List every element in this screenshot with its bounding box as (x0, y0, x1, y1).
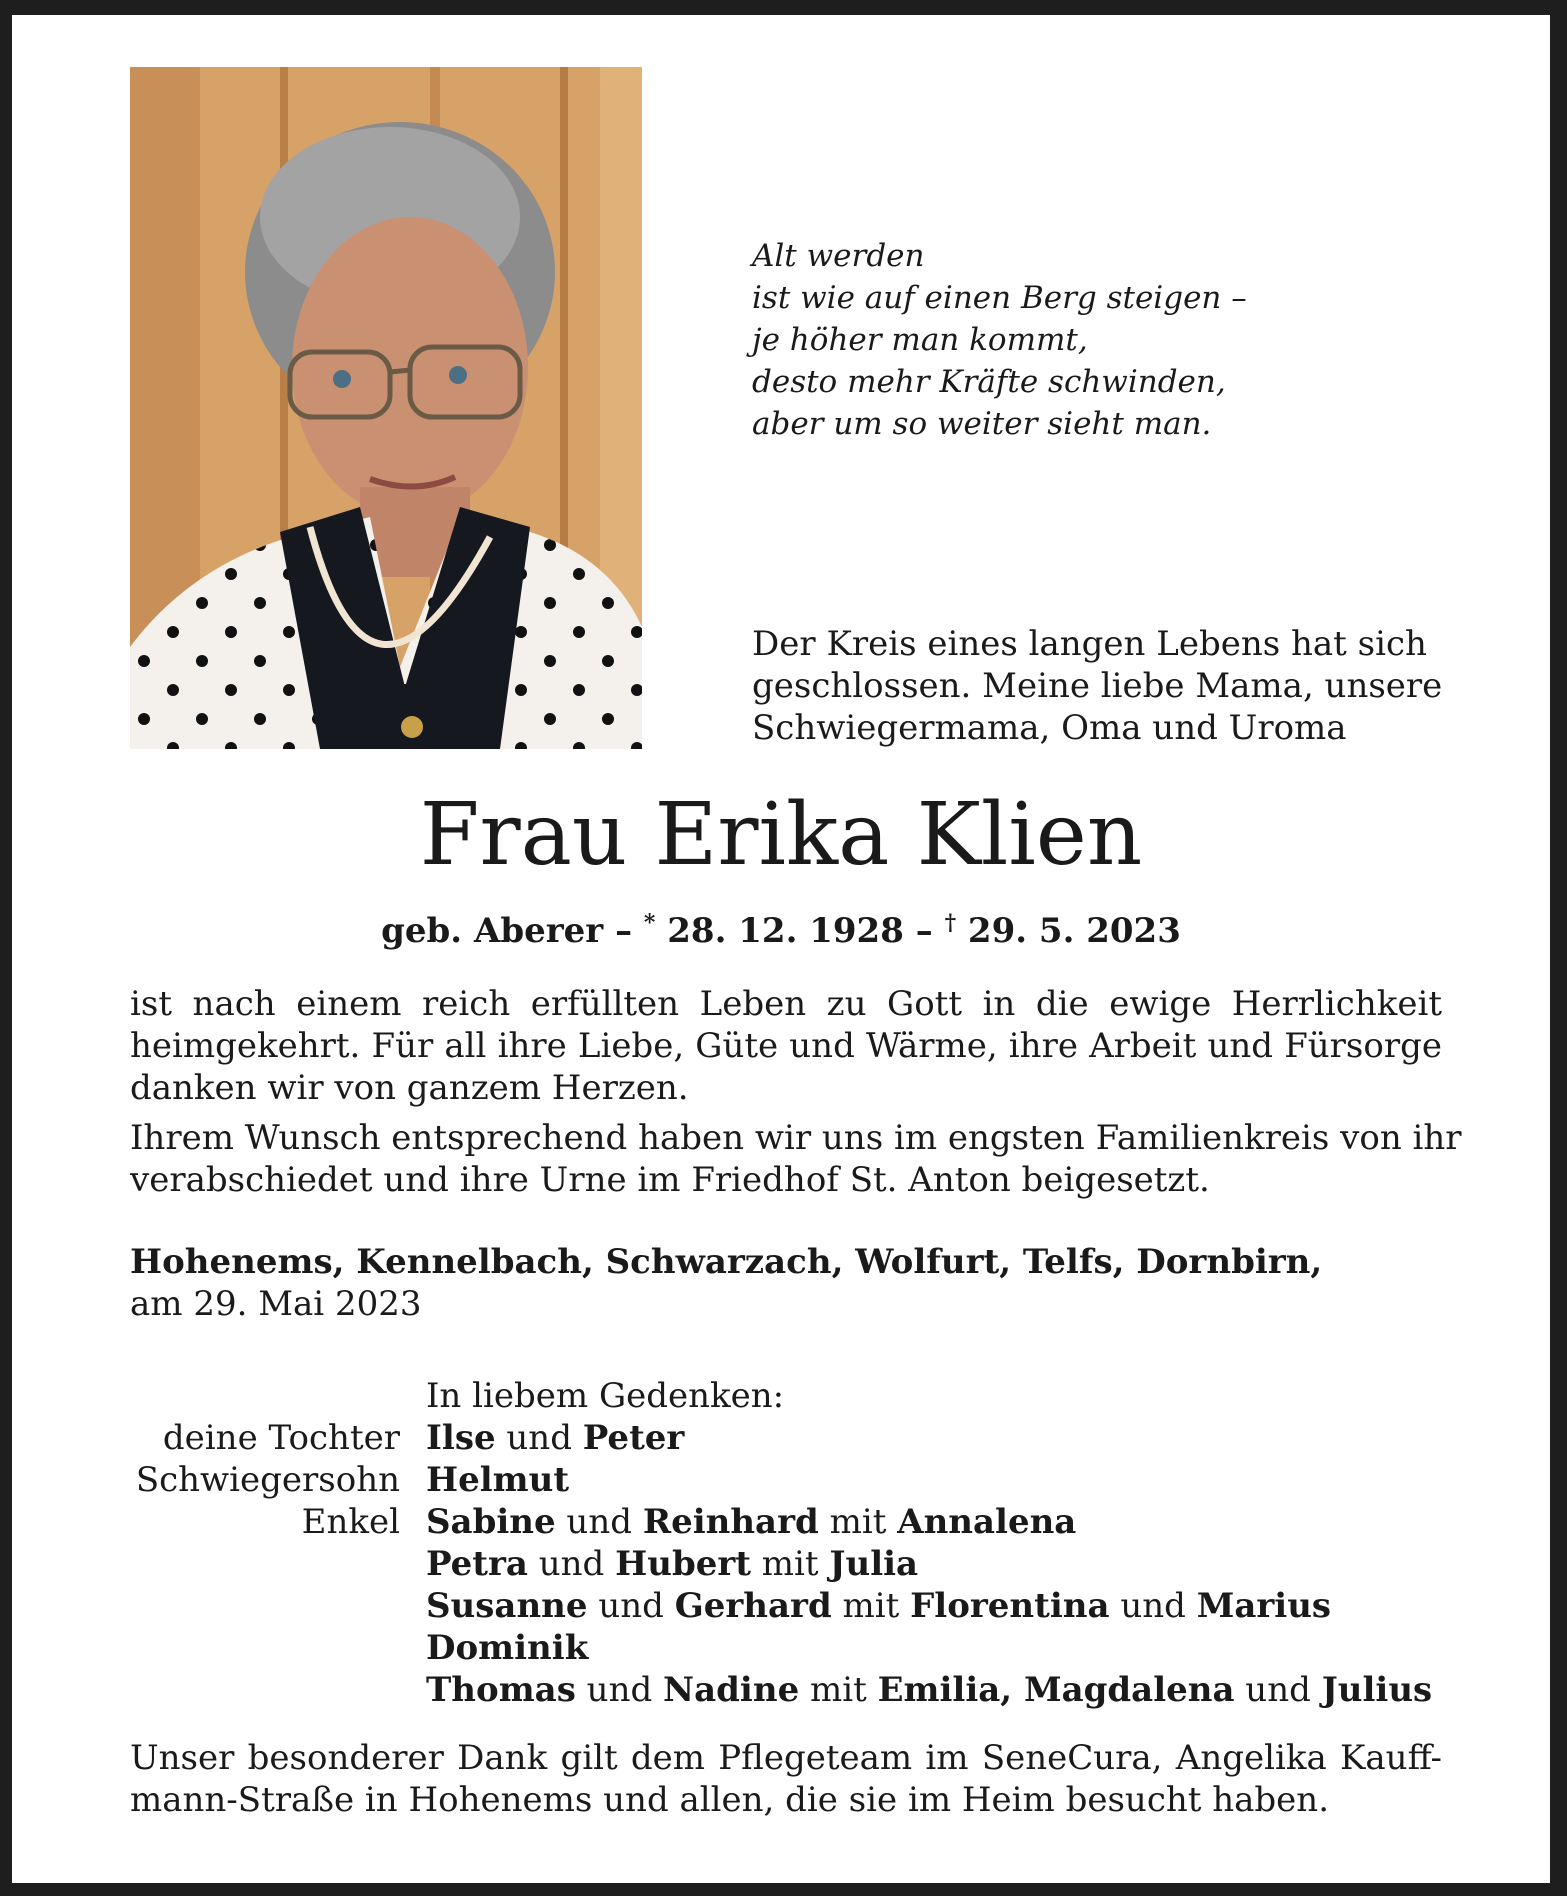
family-connector: mit (799, 1670, 878, 1710)
family-member-name: Thomas (426, 1670, 576, 1710)
family-connector: und (1234, 1670, 1322, 1710)
family-relation: deine Tochter (162, 1418, 400, 1458)
family-relation: Enkel (301, 1502, 400, 1542)
family-member-name: Emilia, Magdalena (877, 1670, 1235, 1710)
family-row (130, 1417, 1460, 1459)
obituary-page (12, 15, 1550, 1883)
places-and-date (130, 1241, 1322, 1325)
family-member-name: Gerhard (674, 1586, 832, 1626)
obituary-body (130, 983, 1462, 1201)
family-connector: mit (831, 1586, 911, 1626)
places-list: Hohenems, Kennelbach, Schwarzach, Wolfurt, Telfs, Dornbirn, (130, 1242, 1323, 1282)
body-line: heimgekehrt. Für all ihre Liebe, Güte und Wärme, ihre Arbeit und Fürsorge (130, 1026, 1442, 1066)
family-member-name: Annalena (897, 1502, 1077, 1542)
family-member-name: Marius (1196, 1586, 1332, 1626)
portrait-photo (130, 67, 642, 749)
family-names (426, 1669, 1432, 1711)
family-connector: mit (751, 1544, 830, 1584)
thanks-text (130, 1737, 1442, 1821)
thanks-line: Unser besonderer Dank gilt dem Pflegeteam im SeneCura, Angelika Kauff- (130, 1738, 1442, 1778)
birth-date: 28. 12. 1928 (667, 911, 904, 951)
quote-line: desto mehr Kräfte schwinden, (752, 364, 1226, 400)
body-line: verabschiedet und ihre Urne im Friedhof St. Anton beigesetzt. (130, 1160, 1210, 1200)
family-names (426, 1417, 684, 1459)
body-line: danken wir von ganzem Herzen. (130, 1068, 689, 1108)
body-line: Ihrem Wunsch entsprechend haben wir uns im engsten Familienkreis von ihr (130, 1118, 1462, 1158)
family-connector: und (495, 1418, 583, 1458)
family-member-name: Peter (582, 1418, 685, 1458)
family-row (130, 1501, 1460, 1543)
family-names (426, 1459, 569, 1501)
family-row (130, 1543, 1460, 1585)
family-connector: und (1109, 1586, 1197, 1626)
family-member-name: Susanne (426, 1586, 588, 1626)
family-heading: In liebem Gedenken: (426, 1376, 785, 1416)
maiden-name: geb. Aberer (381, 911, 604, 951)
family-relation: Schwiegersohn (135, 1460, 400, 1500)
family-member-name: Julius (1321, 1670, 1433, 1710)
family-relation (130, 1543, 400, 1585)
thanks-line: mann-Straße in Hohenems und allen, die sie im Heim besucht haben. (130, 1780, 1329, 1820)
intro-text (752, 623, 1472, 749)
family-member-name: Reinhard (642, 1502, 819, 1542)
family-member-name: Hubert (615, 1544, 751, 1584)
intro-line: Schwiegermama, Oma und Uroma (752, 708, 1347, 748)
family-names (426, 1501, 1076, 1543)
family-connector: und (527, 1544, 616, 1584)
quote-line: aber um so weiter sieht man. (752, 406, 1212, 442)
family-row (130, 1585, 1460, 1627)
family-connector: mit (818, 1502, 898, 1542)
quote-line: ist wie auf einen Berg steigen – (752, 280, 1247, 316)
family-names (426, 1543, 918, 1585)
intro-line: geschlossen. Meine liebe Mama, unsere (752, 666, 1443, 706)
deceased-name: Frau Erika Klien (419, 785, 1143, 885)
family-connector: und (587, 1586, 675, 1626)
family-member-name: Dominik (426, 1628, 589, 1668)
family-row (130, 1459, 1460, 1501)
family-relation (130, 1669, 400, 1711)
intro-line: Der Kreis eines langen Lebens hat sich (752, 624, 1427, 664)
notice-date: am 29. Mai 2023 (130, 1284, 422, 1324)
body-line: ist nach einem reich erfüllten Leben zu Gott in die ewige Herrlichkeit (130, 984, 1442, 1024)
family-list (130, 1375, 1460, 1711)
family-row (130, 1669, 1460, 1711)
life-dates: geb. Aberer – * 28. 12. 1928 – † 29. 5. 2023 (381, 910, 1181, 951)
quote-line: Alt werden (752, 238, 925, 274)
family-relation (130, 1627, 400, 1669)
family-names (426, 1627, 588, 1669)
quote-line: je höher man kommt, (752, 322, 1088, 358)
family-member-name: Nadine (663, 1670, 800, 1710)
family-relation (130, 1585, 400, 1627)
family-member-name: Sabine (426, 1502, 556, 1542)
family-member-name: Ilse (426, 1418, 496, 1458)
quote (752, 235, 1452, 445)
family-member-name: Helmut (426, 1460, 570, 1500)
family-names (426, 1585, 1331, 1627)
family-connector: und (575, 1670, 664, 1710)
family-member-name: Petra (426, 1544, 528, 1584)
family-member-name: Julia (829, 1544, 919, 1584)
family-connector: und (555, 1502, 643, 1542)
death-symbol: † (944, 910, 957, 936)
death-date: 29. 5. 2023 (967, 911, 1181, 951)
family-row (130, 1627, 1460, 1669)
birth-symbol: * (643, 910, 656, 936)
family-member-name: Florentina (910, 1586, 1110, 1626)
